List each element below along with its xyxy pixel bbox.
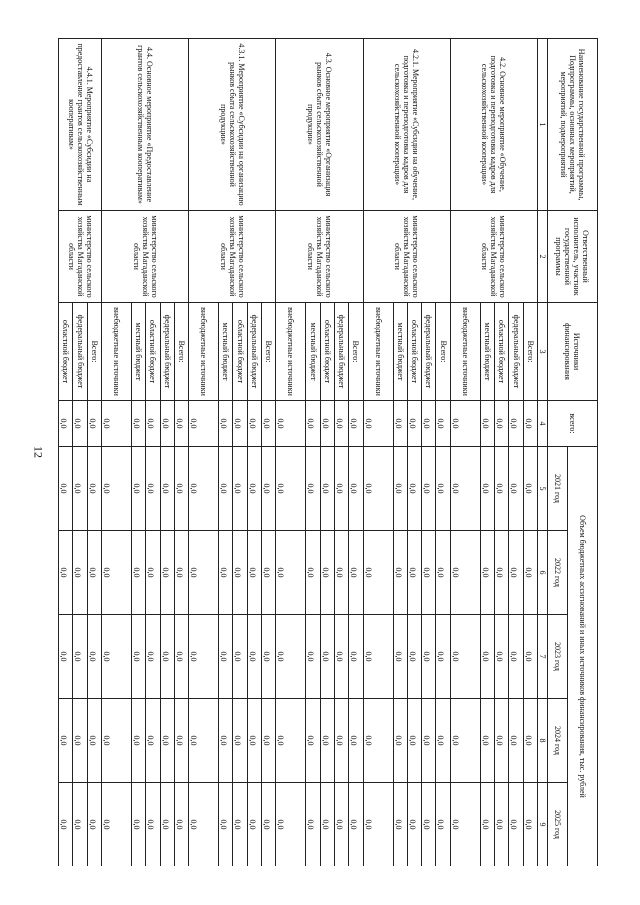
year-value: 0,0 (160, 615, 174, 699)
funding-source: внебюджетные источники (276, 303, 306, 401)
year-value: 0,0 (73, 531, 87, 615)
year-value: 0,0 (87, 531, 101, 615)
funding-source: внебюджетные источники (102, 303, 132, 401)
responsible-executor: министерство сельского хозяйства Магаданской области (363, 211, 450, 303)
year-value: 0,0 (480, 783, 494, 867)
year-value: 0,0 (233, 615, 247, 699)
year-value: 0,0 (102, 615, 132, 699)
year-value: 0,0 (132, 531, 146, 615)
year-value: 0,0 (189, 447, 219, 531)
year-value: 0,0 (349, 447, 363, 531)
total-value: 0,0 (509, 401, 523, 447)
year-value: 0,0 (450, 699, 480, 783)
total-value: 0,0 (407, 401, 421, 447)
year-value: 0,0 (407, 447, 421, 531)
year-value: 0,0 (393, 531, 407, 615)
year-value: 0,0 (320, 531, 334, 615)
total-value: 0,0 (247, 401, 261, 447)
year-value: 0,0 (73, 447, 87, 531)
total-value: 0,0 (363, 401, 393, 447)
header-year: 2021 год (548, 447, 568, 531)
year-value: 0,0 (247, 615, 261, 699)
header-year: 2022 год (548, 531, 568, 615)
year-value: 0,0 (160, 783, 174, 867)
total-value: 0,0 (174, 401, 188, 447)
activity-name: 4.2.1. Мероприятие «Субсидии на обучение, подготовка и переподготовка кадров для сельскохозяйственной кооперации» (363, 39, 450, 211)
year-value: 0,0 (480, 615, 494, 699)
activity-name: 4.4. Основное мероприятие «Предоставление грантов сельскохозяйственным кооперативам» (102, 39, 189, 211)
responsible-executor: министерство сельского хозяйства Магаданской области (102, 211, 189, 303)
year-value: 0,0 (189, 531, 219, 615)
year-value: 0,0 (509, 783, 523, 867)
year-value: 0,0 (174, 615, 188, 699)
year-value: 0,0 (276, 699, 306, 783)
total-value: 0,0 (349, 401, 363, 447)
year-value: 0,0 (436, 699, 450, 783)
year-value: 0,0 (247, 699, 261, 783)
year-value: 0,0 (407, 615, 421, 699)
header-year: 2024 год (548, 699, 568, 783)
year-value: 0,0 (393, 783, 407, 867)
year-value: 0,0 (132, 783, 146, 867)
column-index: 9 (538, 783, 548, 867)
total-value: 0,0 (160, 401, 174, 447)
year-value: 0,0 (393, 615, 407, 699)
year-value: 0,0 (59, 615, 73, 699)
year-value: 0,0 (219, 783, 233, 867)
year-value: 0,0 (363, 615, 393, 699)
year-value: 0,0 (349, 699, 363, 783)
funding-source: Всего: (262, 303, 276, 401)
funding-source: Всего: (87, 303, 101, 401)
year-value: 0,0 (407, 783, 421, 867)
year-value: 0,0 (87, 783, 101, 867)
year-value: 0,0 (160, 447, 174, 531)
year-value: 0,0 (450, 447, 480, 531)
year-value: 0,0 (87, 615, 101, 699)
year-value: 0,0 (247, 531, 261, 615)
year-value: 0,0 (132, 699, 146, 783)
year-value: 0,0 (523, 531, 537, 615)
year-value: 0,0 (262, 531, 276, 615)
column-index: 7 (538, 615, 548, 699)
year-value: 0,0 (233, 783, 247, 867)
year-value: 0,0 (436, 531, 450, 615)
budget-table (58, 38, 598, 866)
year-value: 0,0 (73, 783, 87, 867)
year-value: 0,0 (174, 783, 188, 867)
year-value: 0,0 (407, 531, 421, 615)
year-value: 0,0 (59, 699, 73, 783)
year-value: 0,0 (407, 699, 421, 783)
year-value: 0,0 (262, 783, 276, 867)
year-value: 0,0 (450, 531, 480, 615)
year-value: 0,0 (276, 447, 306, 531)
total-value: 0,0 (523, 401, 537, 447)
year-value: 0,0 (509, 615, 523, 699)
funding-source: федеральный бюджет (335, 303, 349, 401)
year-value: 0,0 (523, 447, 537, 531)
funding-source: областной бюджет (320, 303, 334, 401)
year-value: 0,0 (160, 699, 174, 783)
column-index: 3 (538, 303, 548, 401)
total-value: 0,0 (189, 401, 219, 447)
year-value: 0,0 (495, 531, 509, 615)
total-value: 0,0 (320, 401, 334, 447)
funding-source: местный бюджет (480, 303, 494, 401)
column-index: 6 (538, 531, 548, 615)
total-value: 0,0 (146, 401, 160, 447)
year-value: 0,0 (102, 699, 132, 783)
year-value: 0,0 (102, 783, 132, 867)
total-value: 0,0 (436, 401, 450, 447)
year-value: 0,0 (146, 699, 160, 783)
year-value: 0,0 (189, 783, 219, 867)
year-value: 0,0 (146, 531, 160, 615)
year-value: 0,0 (422, 531, 436, 615)
total-value: 0,0 (132, 401, 146, 447)
table-row (87, 39, 101, 867)
year-value: 0,0 (509, 699, 523, 783)
total-value: 0,0 (73, 401, 87, 447)
year-value: 0,0 (146, 783, 160, 867)
year-value: 0,0 (436, 615, 450, 699)
year-value: 0,0 (393, 447, 407, 531)
header-total: всего: (548, 401, 598, 447)
year-value: 0,0 (102, 447, 132, 531)
year-value: 0,0 (495, 447, 509, 531)
year-value: 0,0 (233, 531, 247, 615)
total-value: 0,0 (59, 401, 73, 447)
table-row (436, 39, 450, 867)
year-value: 0,0 (335, 531, 349, 615)
funding-source: местный бюджет (219, 303, 233, 401)
year-value: 0,0 (363, 699, 393, 783)
year-value: 0,0 (335, 699, 349, 783)
funding-source: федеральный бюджет (422, 303, 436, 401)
year-value: 0,0 (160, 531, 174, 615)
year-value: 0,0 (146, 447, 160, 531)
year-value: 0,0 (219, 615, 233, 699)
year-value: 0,0 (262, 447, 276, 531)
year-value: 0,0 (450, 615, 480, 699)
year-value: 0,0 (219, 699, 233, 783)
year-value: 0,0 (219, 531, 233, 615)
year-value: 0,0 (480, 699, 494, 783)
year-value: 0,0 (174, 699, 188, 783)
activity-name: 4.2. Основное мероприятие «Обучение, подготовка и переподготовка кадров для сельскохозяйственной кооперации» (450, 39, 537, 211)
year-value: 0,0 (306, 531, 320, 615)
funding-source: областной бюджет (495, 303, 509, 401)
table-row (174, 39, 188, 867)
year-value: 0,0 (495, 783, 509, 867)
year-value: 0,0 (132, 615, 146, 699)
year-value: 0,0 (495, 615, 509, 699)
year-value: 0,0 (495, 699, 509, 783)
year-value: 0,0 (219, 447, 233, 531)
year-value: 0,0 (422, 699, 436, 783)
year-value: 0,0 (262, 699, 276, 783)
year-value: 0,0 (335, 783, 349, 867)
year-value: 0,0 (450, 783, 480, 867)
year-value: 0,0 (59, 447, 73, 531)
funding-source: областной бюджет (233, 303, 247, 401)
year-value: 0,0 (363, 531, 393, 615)
total-value: 0,0 (233, 401, 247, 447)
year-value: 0,0 (276, 615, 306, 699)
total-value: 0,0 (495, 401, 509, 447)
year-value: 0,0 (436, 783, 450, 867)
year-value: 0,0 (320, 699, 334, 783)
responsible-executor: министерство сельского хозяйства Магаданской области (189, 211, 276, 303)
year-value: 0,0 (233, 447, 247, 531)
total-value: 0,0 (480, 401, 494, 447)
year-value: 0,0 (247, 783, 261, 867)
year-value: 0,0 (480, 447, 494, 531)
header-sources: Источники финансирования (548, 303, 598, 401)
year-value: 0,0 (73, 699, 87, 783)
funding-source: федеральный бюджет (160, 303, 174, 401)
total-value: 0,0 (262, 401, 276, 447)
year-value: 0,0 (335, 615, 349, 699)
year-value: 0,0 (436, 447, 450, 531)
responsible-executor: министерство сельского хозяйства Магаданской области (450, 211, 537, 303)
year-value: 0,0 (306, 615, 320, 699)
column-index-row (538, 39, 548, 867)
funding-source: областной бюджет (407, 303, 421, 401)
funding-source: федеральный бюджет (73, 303, 87, 401)
year-value: 0,0 (306, 447, 320, 531)
activity-name: 4.3.1. Мероприятие «Субсидии на организацию рынков сбыта сельскохозяйственной продукции» (189, 39, 276, 211)
total-value: 0,0 (335, 401, 349, 447)
funding-source: областной бюджет (59, 303, 73, 401)
year-value: 0,0 (393, 699, 407, 783)
year-value: 0,0 (320, 615, 334, 699)
header-year: 2025 год (548, 783, 568, 867)
year-value: 0,0 (320, 783, 334, 867)
funding-source: местный бюджет (132, 303, 146, 401)
activity-name: 4.3. Основное мероприятие «Организация рынков сбыта сельскохозяйственной продукции» (276, 39, 363, 211)
year-value: 0,0 (233, 699, 247, 783)
total-value: 0,0 (450, 401, 480, 447)
column-index: 1 (538, 39, 548, 211)
responsible-executor: министерство сельского хозяйства Магаданской области (59, 211, 102, 303)
year-value: 0,0 (523, 699, 537, 783)
funding-source: внебюджетные источники (189, 303, 219, 401)
year-value: 0,0 (189, 615, 219, 699)
year-value: 0,0 (363, 447, 393, 531)
activity-name: 4.4.1. Мероприятие «Субсидии на предоставление грантов сельскохозяйственным кооперативам» (59, 39, 102, 211)
year-value: 0,0 (306, 783, 320, 867)
year-value: 0,0 (306, 699, 320, 783)
table-row (523, 39, 537, 867)
header-year: 2023 год (548, 615, 568, 699)
funding-source: федеральный бюджет (247, 303, 261, 401)
year-value: 0,0 (480, 531, 494, 615)
funding-source: Всего: (523, 303, 537, 401)
funding-source: внебюджетные источники (363, 303, 393, 401)
year-value: 0,0 (276, 531, 306, 615)
year-value: 0,0 (132, 447, 146, 531)
header-name: Наименование государственной программы, Подпрограммы, основных мероприятий, мероприятий, подмероприятий (548, 39, 598, 211)
year-value: 0,0 (349, 783, 363, 867)
funding-source: федеральный бюджет (509, 303, 523, 401)
funding-source: местный бюджет (306, 303, 320, 401)
year-value: 0,0 (422, 783, 436, 867)
column-index: 5 (538, 447, 548, 531)
total-value: 0,0 (393, 401, 407, 447)
year-value: 0,0 (523, 783, 537, 867)
responsible-executor: министерство сельского хозяйства Магаданской области (276, 211, 363, 303)
year-value: 0,0 (320, 447, 334, 531)
funding-source: Всего: (436, 303, 450, 401)
year-value: 0,0 (363, 783, 393, 867)
year-value: 0,0 (247, 447, 261, 531)
year-value: 0,0 (509, 531, 523, 615)
year-value: 0,0 (262, 615, 276, 699)
year-value: 0,0 (73, 615, 87, 699)
funding-source: внебюджетные источники (450, 303, 480, 401)
budget-table-sheet (58, 38, 598, 866)
table-row (262, 39, 276, 867)
year-value: 0,0 (87, 447, 101, 531)
year-value: 0,0 (349, 531, 363, 615)
year-value: 0,0 (189, 699, 219, 783)
total-value: 0,0 (306, 401, 320, 447)
year-value: 0,0 (422, 615, 436, 699)
total-value: 0,0 (219, 401, 233, 447)
column-index: 4 (538, 401, 548, 447)
year-value: 0,0 (87, 699, 101, 783)
year-value: 0,0 (59, 531, 73, 615)
funding-source: Всего: (349, 303, 363, 401)
year-value: 0,0 (102, 531, 132, 615)
total-value: 0,0 (102, 401, 132, 447)
page-number: 12 (31, 446, 46, 458)
year-value: 0,0 (509, 447, 523, 531)
header-responsible: Ответственный исполнитель, участник государственной программы (548, 211, 598, 303)
year-value: 0,0 (276, 783, 306, 867)
funding-source: местный бюджет (393, 303, 407, 401)
column-index: 8 (538, 699, 548, 783)
year-value: 0,0 (349, 615, 363, 699)
total-value: 0,0 (87, 401, 101, 447)
column-index: 2 (538, 211, 548, 303)
year-value: 0,0 (523, 615, 537, 699)
total-value: 0,0 (276, 401, 306, 447)
year-value: 0,0 (335, 447, 349, 531)
year-value: 0,0 (146, 615, 160, 699)
year-value: 0,0 (59, 783, 73, 867)
header-funding-group: Объем бюджетных ассигнований и иных источников финансирования, тыс. рублей (568, 447, 598, 867)
year-value: 0,0 (174, 447, 188, 531)
year-value: 0,0 (422, 447, 436, 531)
table-row (349, 39, 363, 867)
total-value: 0,0 (422, 401, 436, 447)
funding-source: областной бюджет (146, 303, 160, 401)
year-value: 0,0 (174, 531, 188, 615)
funding-source: Всего: (174, 303, 188, 401)
